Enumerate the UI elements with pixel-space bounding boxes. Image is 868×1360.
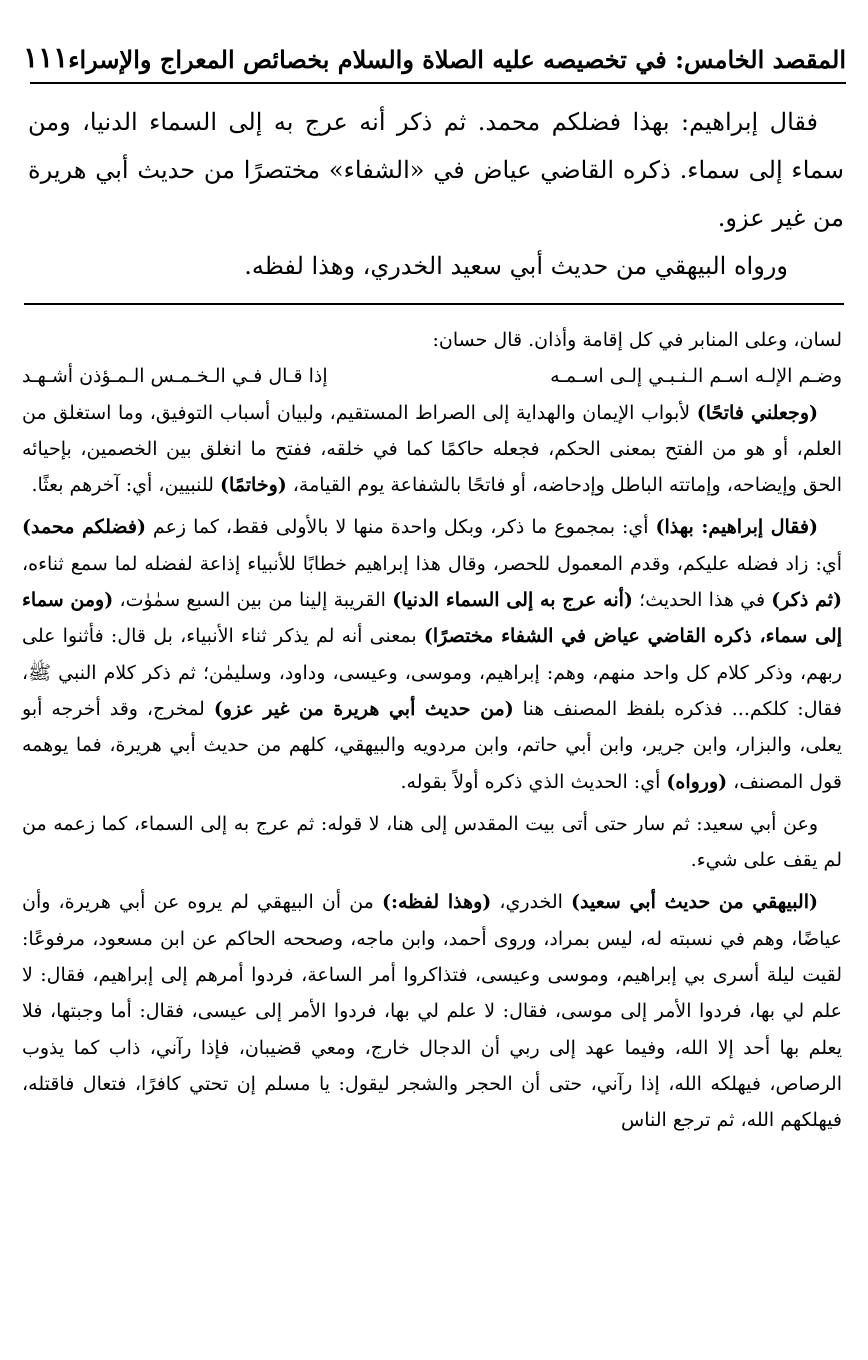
- commentary-text: أي: زاد فضله عليكم، وقدم المعمول للحصر، وقال هذا إبراهيم خطابًا للأنبياء إذاعة لفضله لما سمع ثناءه،: [22, 552, 842, 575]
- quoted-phrase: (ثم ذكر): [771, 589, 842, 612]
- page-number: ١١١: [23, 41, 69, 74]
- commentary-text: لأبواب الإيمان والهداية إلى الصراط المستقيم، ولبيان أسباب التوفيق، وما استغلق من العلم، أو هو من الفتح بمعنى الحكم، فجعله حاكمًا كما في خلقه، ففتح ما انغلق بين الخصمين، بإحيائه الحق وإيضاحه، وإماتته الباطل وإدحاضه، أو فاتحًا بالشفاعة يوم القيامة،: [22, 401, 842, 497]
- commentary-text: بمعنى أنه لم يذكر ثناء الأنبياء، بل قال: فأثنوا على ربهم، وذكر كلام كل واحد منهم، وهم: إبراهيم، وموسى، وعيسى، وداود، وسليمٰن؛ ثم ذكر كلام النبي ﷺ، فقال: كلكم... فذكره بلفظ المصنف هنا: [22, 625, 842, 720]
- quoted-phrase: (وجعلني فاتحًا): [696, 401, 818, 424]
- commentary-text: أي: بمجموع ما ذكر، وبكل واحدة منها لا بالأولى فقط، كما زعم: [145, 516, 656, 539]
- quoted-phrase: (ومن سماء إلى سماء، ذكره القاضي عياض في الشفاء مختصرًا): [22, 589, 842, 648]
- quoted-phrase: (من حديث أبي هريرة من غير عزو): [213, 697, 514, 720]
- commentary-text: من أن البيهقي لم يروه عن أبي هريرة، وأن عياضًا، وهم في نسبته له، ليس بمراد، وروى أحمد، وابن ماجه، وصححه الحاكم عن ابن مسعود، مرفوعًا: لقيت ليلة أسرى بي إبراهيم، وموسى وعيسى، فتذاكروا أمر الساعة، فردوا أمرهم إلى إبراهيم، فقال: لا علم لي بها، فردوا الأمر إلى موسى، فقال: لا علم لي بها، فردوا الأمر إلى عيسى، فقال: أما وجبتها، فلا يعلم بها أحد إلا الله، وفيما عهد إلى ربي أن الدجال خارج، ومعي قضيبان، فإذا رآني، ذاب كما يذوب الرصاص، فيهلكه الله، إذا رآني، حتى أن الحجر والشجر ليقول: يا مسلم إن تحتي كافرًا، فتعال فاقتله، فيهلكهم الله، ثم ترجع الناس: [22, 891, 842, 1132]
- commentary-text: الخدري،: [491, 891, 571, 914]
- commentary-text: للنبيين، أي: آخرهم بعثًا.: [31, 474, 220, 497]
- commentary-paragraph: [22, 884, 842, 1138]
- main-paragraph: فقال إبراهيم: بهذا فضلكم محمد. ثم ذكر أنه عرج به إلى السماء الدنيا، ومن سماء إلى سماء. ذكره القاضي عياض في «الشفاء» مختصرًا من حديث أبي هريرة من غير عزو.: [28, 108, 844, 232]
- running-title: المقصد الخامس: في تخصيصه عليه الصلاة والسلام بخصائص المعراج والإسراء: [68, 45, 846, 74]
- main-paragraph: ورواه البيهقي من حديث أبي سعيد الخدري، وهذا لفظه.: [244, 252, 788, 280]
- page-header: [23, 28, 846, 84]
- commentary-text: أي: الحديث الذي ذكره أولاً بقوله.: [400, 770, 667, 793]
- verse-first-hemistich: وضـم الإلـه اسـم الـنـبـي إلـى اسـمـه: [550, 365, 842, 388]
- commentary-paragraph: لسان، وعلى المنابر في كل إقامة وأذان. قال حسان:: [432, 329, 842, 351]
- commentary-text: في هذا الحديث؛: [632, 589, 772, 612]
- commentary-text: القريبة إلينا من بين السبع سمٰوٰت،: [113, 589, 393, 612]
- footnote-separator: [24, 303, 844, 305]
- quoted-phrase: (وهذا لفظه:): [381, 891, 492, 914]
- commentary: [22, 322, 842, 1139]
- quoted-phrase: (أنه عرج به إلى السماء الدنيا): [392, 589, 633, 612]
- commentary-paragraph: [22, 395, 842, 504]
- commentary-paragraph: [22, 509, 842, 799]
- quoted-phrase: (ورواه): [666, 770, 728, 793]
- commentary-text: لمخرج، وقد أخرجه أبو يعلى، والبزار، وابن جرير، وابن أبي حاتم، وابن مردويه والبيهقي، كلهم من حديث أبي هريرة، فما يوهمه قول المصنف،: [22, 697, 842, 793]
- quoted-phrase: (وخاتمًا): [219, 474, 287, 497]
- quoted-phrase: (فضلكم محمد): [22, 516, 146, 539]
- main-text: [28, 98, 844, 290]
- poem-verse: [22, 358, 842, 394]
- commentary-paragraph: وعن أبي سعيد: ثم سار حتى أتى بيت المقدس إلى هنا، لا قوله: ثم عرج به إلى السماء، كما زعمه من لم يقف على شيء.: [22, 812, 842, 872]
- quoted-phrase: (البيهقي من حديث أبي سعيد): [571, 891, 818, 914]
- verse-second-hemistich: إذا قـال فـي الـخـمـس الـمـؤذن أشـهـد: [22, 365, 328, 388]
- quoted-phrase: (فقال إبراهيم: بهذا): [655, 516, 818, 539]
